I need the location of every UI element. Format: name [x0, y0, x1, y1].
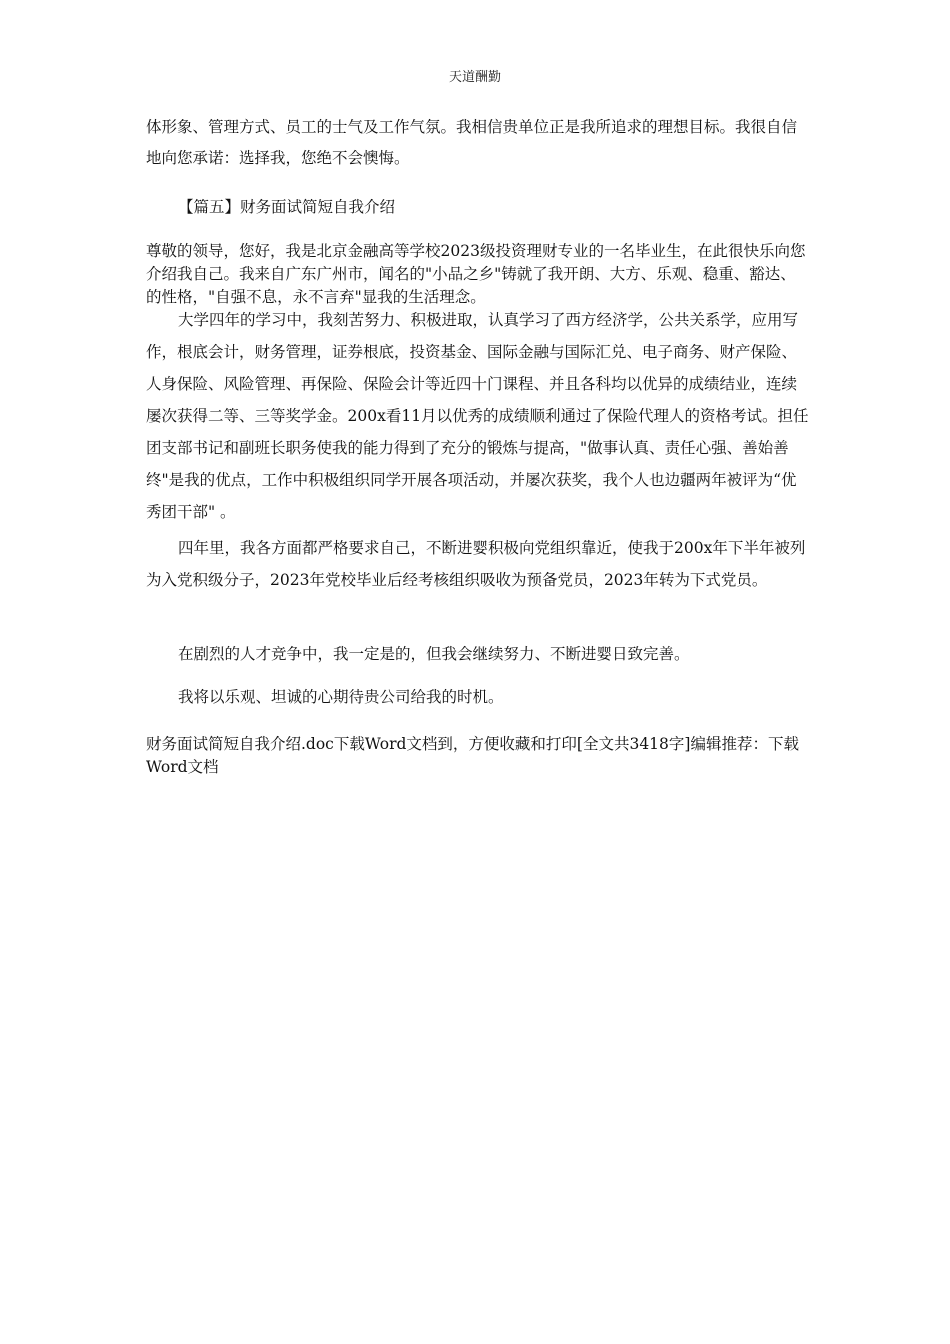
paragraph-studies: 大学四年的学习中，我刻苦努力、积极进取，认真学习了西方经济学，公共关系学，应用写作，根底会计，财务管理，证券根底，投资基金、国际金融与国际汇兑、电子商务、财产保险、人身保险、风险管理、再保险、保险会计等近四十门课程、并且各科均以优异的成绩结业，连续屡次获得二等、三等奖学金。200x看11月以优秀的成绩顺利通过了保险代理人的资格考试。担任团支部书记和副班长职务使我的能力得到了充分的锻炼与提高，"做事认真、责任心强、善始善终"是我的优点，工作中积极组织同学开展各项活动，并屡次获奖，我个人也边疆两年被评为“优秀团干部" 。	[146, 311, 809, 521]
download-note: 财务面试简短自我介绍.doc下载Word文档到，方便收藏和打印[全文共3418字]编辑推荐：下载Word文档	[146, 735, 799, 776]
section-heading: 【篇五】财务面试简短自我介绍	[178, 198, 396, 216]
paragraph-intro-continued: 体形象、管理方式、员工的士气及工作气氛。我相信贵单位正是我所追求的理想目标。我很自信地向您承诺：选择我，您绝不会懊悔。	[146, 118, 798, 167]
paragraph-party: 四年里，我各方面都严格要求自己，不断进婴积极向党组织靠近，使我于200x年下半年被列为入党积级分子，2023年党校毕业后经考核组织吸收为预备党员，2023年转为下式党员。	[146, 539, 806, 589]
paragraph-competition: 在剧烈的人才竞争中，我一定是的，但我会继续努力、不断进婴日致完善。	[178, 645, 690, 663]
page-header: 天道酬勤	[448, 70, 501, 85]
paragraph-greeting: 尊敬的领导，您好，我是北京金融高等学校2023级投资理财专业的一名毕业生，在此很快乐向您介绍我自己。我来自广东广州市，闻名的"小品之乡"铸就了我开朗、大方、乐观、稳重、豁达、的性格，"自强不息，永不言弃"显我的生活理念。	[146, 242, 806, 306]
paragraph-closing: 我将以乐观、坦诚的心期待贵公司给我的时机。	[178, 688, 504, 706]
